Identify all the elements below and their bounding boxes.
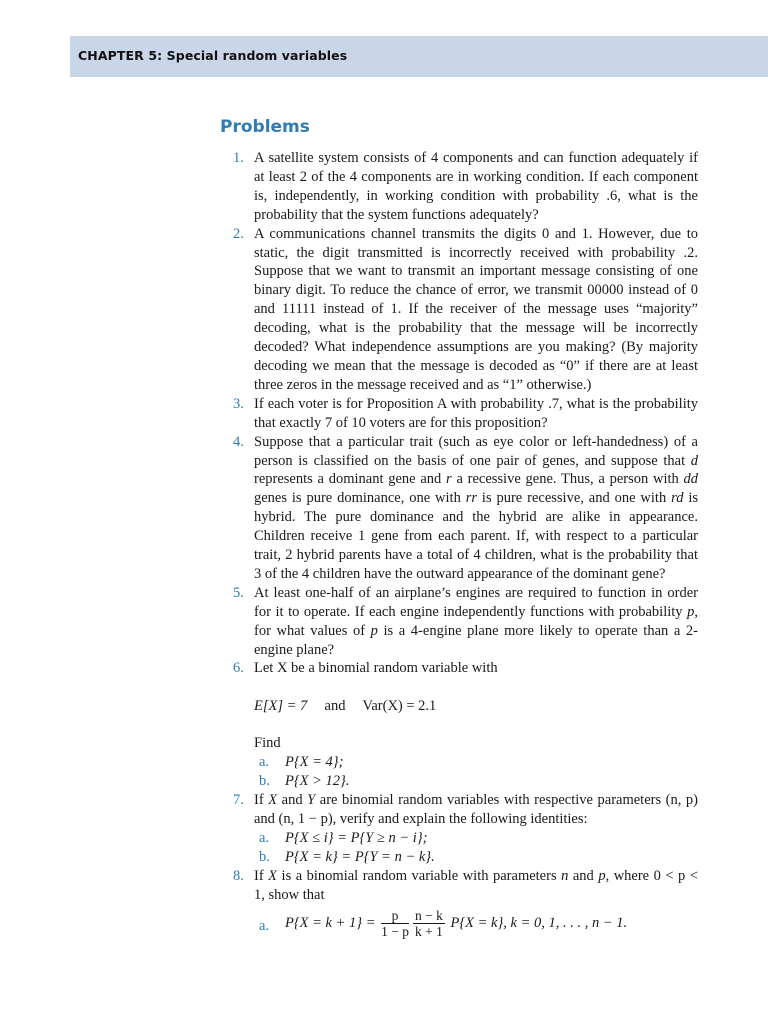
text-run: is a binomial random variable with parameters <box>277 867 562 884</box>
math-variable: rr <box>465 490 478 507</box>
problem-number: 5. <box>233 584 244 601</box>
problem-text: A communications channel transmits the digits 0 and 1. However, due to static, the digit transmitted is incorrectly received with probability .2. Suppose that we want to transmit an important message consisting of one binary digit. To reduce the chance of error, we transmit 00000 instead of 0 and 11111 instead of 1. If the receiver of the message uses “majority” decoding, what is the probability that the message will be incorrectly decoded? What independence assumptions are you making? (By majority decoding we mean that the message is decoded as “0” if there are at least three zeros in the message received and as “1” otherwise.) <box>254 225 698 393</box>
fraction-denominator: k + 1 <box>414 924 443 940</box>
problem-text: A satellite system consists of 4 components and can function adequately if at least 2 of the 4 components are in working condition. If each component is, independently, in working condition with probability .6, what is the probability that the system functions adequately? <box>254 150 698 223</box>
problem-text: Let X be a binomial random variable with <box>254 660 498 677</box>
math-variable: Y <box>307 792 316 808</box>
subproblem-a <box>259 908 698 939</box>
text-run: is pure recessive, and one with <box>477 490 672 507</box>
subproblem-letter: a. <box>259 754 270 771</box>
problem-list <box>233 149 698 939</box>
problem-number: 7. <box>233 792 244 808</box>
problem-7 <box>233 791 698 867</box>
subproblem-letter: a. <box>259 918 270 935</box>
text-run: is a 4-engine plane more likely to operate than a 2-engine plane? <box>254 622 698 658</box>
equation-and: and <box>324 698 346 715</box>
fraction-nk <box>413 908 445 939</box>
equation-left: E[X] = 7 <box>254 698 308 715</box>
text-run: , where 0 < p < 1, show that <box>254 867 698 903</box>
problem-text <box>254 584 698 660</box>
text-run: and <box>568 867 599 884</box>
problem-text <box>254 433 698 584</box>
text-run: genes is pure dominance, one with <box>254 490 466 507</box>
subproblem-a <box>259 753 698 772</box>
chapter-header-bar <box>70 36 768 77</box>
math-variable: rd <box>671 490 684 507</box>
text-run: , for what values of <box>254 603 698 639</box>
chapter-header <box>78 48 347 63</box>
text-run: and <box>277 792 308 808</box>
section-title: Problems <box>220 117 310 137</box>
problem-6 <box>233 659 698 791</box>
subproblem-a <box>259 829 698 848</box>
chapter-title: Special random variables <box>166 48 348 63</box>
fraction-numerator: n − k <box>414 908 443 924</box>
subproblem-letter: a. <box>259 829 270 846</box>
text-run: At least one-half of an airplane’s engines are required to function in order for it to operate. If each engine independently functions with probability <box>254 584 698 620</box>
text-run: If <box>254 792 269 808</box>
math-variable: n <box>561 867 569 884</box>
math-variable: X <box>268 792 278 808</box>
subproblem-b <box>259 848 698 867</box>
math-variable: p <box>687 603 695 620</box>
subproblem-letter: b. <box>259 848 270 865</box>
subproblem-expr: P{X ≤ i} = P{Y ≥ n − i}; <box>285 829 428 846</box>
text-run: are binomial random variables with respective parameters (n, p) and (n, 1 − p), verify and explain the following identities: <box>254 792 698 827</box>
math-variable: d <box>690 452 698 469</box>
find-label: Find <box>254 735 281 752</box>
problem-number: 6. <box>233 660 244 677</box>
problem-text: If each voter is for Proposition A with probability .7, what is the probability that exactly 7 of 10 voters are for this proposition? <box>254 395 698 431</box>
problem-5 <box>233 584 698 660</box>
problem-number: 8. <box>233 867 244 884</box>
math-variable: X <box>268 867 278 884</box>
problem-3 <box>233 395 698 433</box>
text-run: is hybrid. The pure dominance and the hybrid are alike in appearance. Children receive 1 gene from each parent. If, with respect to a particular trait, 2 hybrid parents have a total of 4 children, what is the probability that 3 of the 4 children have the outward appearance of the dominant gene? <box>254 490 699 582</box>
formula-rhs: P{X = k}, k = 0, 1, . . . , n − 1. <box>450 915 628 932</box>
subproblem-b <box>259 772 698 791</box>
text-run: a recessive gene. Thus, a person with <box>451 471 684 488</box>
problem-text <box>254 791 698 829</box>
math-variable: dd <box>683 471 698 488</box>
problem-2 <box>233 225 698 395</box>
problem-number: 1. <box>233 150 244 166</box>
equation-right: Var(X) = 2.1 <box>362 698 437 715</box>
problem-number: 2. <box>233 225 244 242</box>
problem-8 <box>233 867 698 940</box>
subproblem-expr: P{X > 12}. <box>285 773 350 790</box>
subproblem-letter: b. <box>259 773 270 790</box>
problem-text <box>254 867 698 905</box>
text-run: If <box>254 867 269 884</box>
math-variable: p <box>370 622 378 639</box>
problem-4 <box>233 433 698 584</box>
math-variable: p <box>598 867 606 884</box>
problem-number: 4. <box>233 433 244 450</box>
text-run: represents a dominant gene and <box>254 471 447 488</box>
fraction-numerator: p <box>381 908 409 924</box>
chapter-number: CHAPTER 5: <box>78 48 163 63</box>
subproblem-expr: P{X = 4}; <box>285 754 344 771</box>
math-variable: r <box>446 471 452 488</box>
formula-lhs: P{X = k + 1} = <box>285 915 376 932</box>
text-run: Suppose that a particular trait (such as eye color or left-handedness) of a person is classified on the basis of one pair of genes, and suppose that <box>254 433 698 469</box>
problem-number: 3. <box>233 395 244 412</box>
problem-1 <box>233 149 698 225</box>
display-equation <box>254 697 698 716</box>
subproblem-expr: P{X = k} = P{Y = n − k}. <box>285 848 435 865</box>
fraction-p <box>381 908 409 939</box>
fraction-denominator: 1 − p <box>381 924 409 940</box>
